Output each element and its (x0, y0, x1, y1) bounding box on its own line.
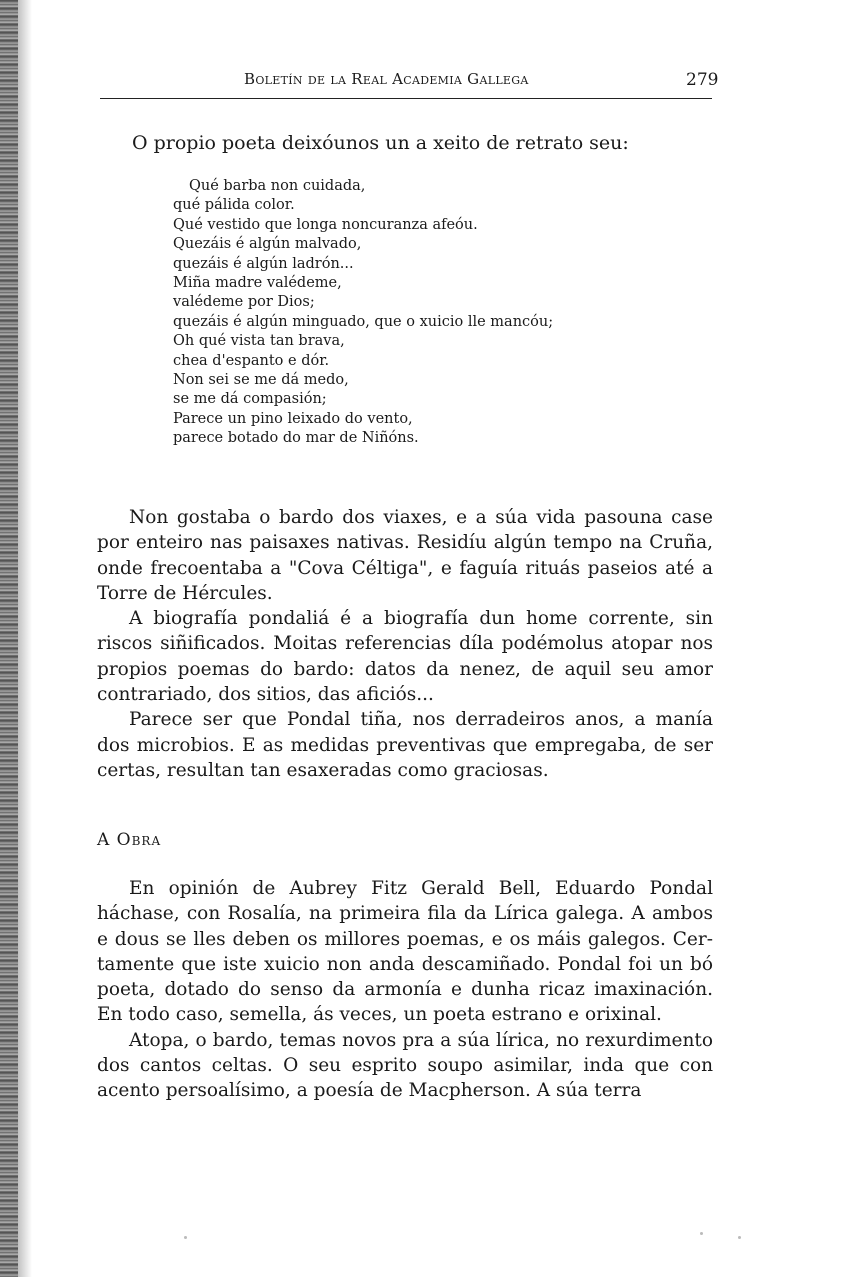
poem (173, 177, 553, 448)
poem-line: se me dá compasión; (173, 391, 327, 408)
intro-line: O propio poeta deixóunos un a xeito de retrato seu: (132, 132, 629, 154)
poem-line: chea d'espanto e dór. (173, 352, 330, 369)
paragraph: A biografía pondaliá é a biografía dun home corrente, sin riscos siñificados. Moitas referencias díla podémolus atopar nos propios poemas do bardo: datos da nenez, de aquil seu amor contrariado, dos sitios, das aficiós... (97, 608, 713, 706)
header-rule (100, 98, 712, 99)
poem-line: qué pálida color. (173, 197, 295, 214)
biography-text (97, 505, 713, 783)
work-text (97, 876, 713, 1104)
poem-line: parece botado do mar de Niñóns. (173, 430, 419, 447)
section-title: A Obra (97, 830, 162, 850)
poem-line: quezáis é algún ladrón... (173, 255, 354, 272)
running-head: Boletín de la Real Academia Gallega (244, 70, 529, 88)
poem-line: Qué barba non cuidada, (189, 178, 366, 194)
poem-line: Non sei se me dá medo, (173, 371, 349, 388)
paper-speck (700, 1232, 703, 1235)
paragraph: Parece ser que Pondal tiña, nos derradeiros anos, a manía dos microbios. E as medidas preventivas que empregaba, de ser certas, resultan tan esaxeradas como graciosas. (97, 709, 713, 781)
paper-speck (184, 1236, 187, 1239)
poem-line: quezáis é algún minguado, que o xuicio lle mancóu; (173, 313, 554, 330)
poem-line: valédeme por Dios; (173, 294, 315, 311)
book-spine-shadow (0, 0, 18, 1277)
poem-line: Miña madre valédeme, (173, 274, 342, 291)
poem-line: Qué vestido que longa noncuranza afeóu. (173, 216, 478, 233)
paper-speck (738, 1236, 741, 1239)
poem-line: Quezáis é algún malvado, (173, 236, 362, 253)
paragraph: Non gostaba o bardo dos viaxes, e a súa vida pasouna case por enteiro nas paisaxes nativas. Residíu algún tempo na Cruña, onde frecoentaba a "Cova Céltiga", e faguía rituás paseios até a Torre de Hércules. (97, 507, 713, 604)
page-number: 279 (686, 70, 719, 90)
poem-line: Parece un pino leixado do vento, (173, 410, 413, 427)
gutter-shadow (18, 0, 32, 1277)
paragraph: Atopa, o bardo, temas novos pra a súa lírica, no rexurdimento dos cantos celtas. O seu esprito soupo asimilar, inda que con acento persoalísimo, a poesía de Macpherson. A súa terra (97, 1029, 713, 1102)
paragraph: En opinión de Aubrey Fitz Gerald Bell, Eduardo Pondal háchase, con Rosalía, na primeira fila da Lírica galega. A ambos e dous se lles deben os millores poemas, e os máis galegos. Certamente que iste xuicio non anda descamiñado. Pondal foi un bó poeta, dotado do senso da armonía e dunha ricaz imaxinación. En todo caso, semella, ás veces, un poeta estrano e orixinal. (97, 878, 713, 1026)
poem-line: Oh qué vista tan brava, (173, 333, 345, 350)
